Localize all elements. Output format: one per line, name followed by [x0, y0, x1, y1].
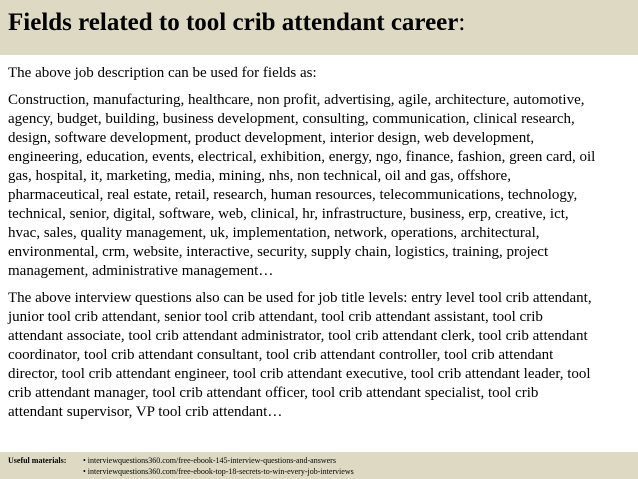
footer-link[interactable]: • interviewquestions360.com/free-ebook-top-18-secrets-to-win-every-job-interviews	[83, 467, 354, 476]
levels-line: director, tool crib attendant engineer, tool crib attendant executive, tool crib attendant leader, tool	[8, 366, 591, 382]
levels-line: attendant supervisor, VP tool crib attendant…	[8, 404, 283, 420]
footer-row	[8, 466, 638, 477]
fields-line: engineering, education, events, electrical, exhibition, energy, ngo, finance, fashion, green card, oil	[8, 149, 596, 165]
page-title	[8, 9, 638, 37]
fields-line: management, administrative management…	[8, 263, 274, 279]
footer-link[interactable]: • interviewquestions360.com/free-ebook-145-interview-questions-and-answers	[83, 456, 336, 465]
main-content	[8, 64, 634, 422]
fields-line: pharmaceutical, real estate, retail, research, human resources, telecommunications, technology,	[8, 187, 578, 203]
fields-line: hvac, sales, quality management, uk, implementation, network, operations, architectural,	[8, 225, 540, 241]
footer-label-spacer	[8, 466, 83, 477]
levels-line: coordinator, tool crib attendant consultant, tool crib attendant controller, tool crib attendant	[8, 347, 554, 363]
footer-label: Useful materials:	[8, 456, 67, 465]
page-title-text: Fields related to tool crib attendant career	[8, 9, 459, 36]
footer-banner	[0, 452, 638, 479]
fields-line: technical, senior, digital, software, web, clinical, hr, infrastructure, business, erp, creative, ict,	[8, 206, 569, 222]
levels-paragraph	[8, 289, 634, 422]
fields-line: design, software development, product development, interior design, web development,	[8, 130, 535, 146]
fields-line: environmental, crm, website, interactive, security, supply chain, logistics, training, project	[8, 244, 549, 260]
fields-line: Construction, manufacturing, healthcare, non profit, advertising, agile, architecture, automotive,	[8, 92, 585, 108]
title-banner	[0, 0, 638, 55]
levels-line: crib attendant manager, tool crib attendant officer, tool crib attendant specialist, tool crib	[8, 385, 539, 401]
fields-line: agency, budget, building, business development, consulting, communication, clinical research,	[8, 111, 575, 127]
page-title-colon: :	[458, 9, 466, 36]
levels-line: attendant associate, tool crib attendant administrator, tool crib attendant clerk, tool crib attendant	[8, 328, 588, 344]
fields-paragraph	[8, 91, 634, 281]
intro-text: The above job description can be used for fields as:	[8, 65, 317, 81]
levels-line: junior tool crib attendant, senior tool crib attendant, tool crib attendant assistant, tool crib	[8, 309, 543, 325]
fields-line: gas, hospital, it, marketing, media, mining, nhs, non technical, oil and gas, offshore,	[8, 168, 511, 184]
levels-line: The above interview questions also can be used for job title levels: entry level tool crib attendant,	[8, 290, 592, 306]
footer-row	[8, 455, 638, 466]
